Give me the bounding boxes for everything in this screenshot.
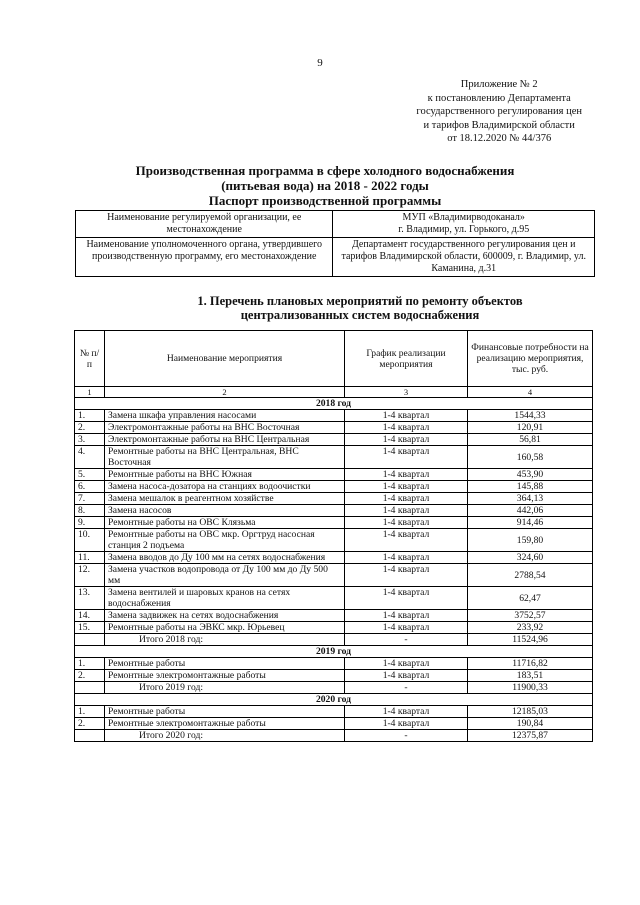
year-row (75, 694, 593, 706)
table-row (75, 706, 593, 718)
row-amount: 12185,03 (468, 706, 593, 718)
year-heading: 2019 год (75, 646, 593, 658)
row-schedule: 1-4 квартал (345, 493, 468, 505)
row-number: 1. (75, 658, 105, 670)
year-heading: 2018 год (75, 398, 593, 410)
row-name: Ремонтные работы на ОВС мкр. Оргтруд насосная станция 2 подъема (105, 529, 345, 552)
row-schedule: 1-4 квартал (345, 610, 468, 622)
row-schedule: 1-4 квартал (345, 658, 468, 670)
total-schedule: - (345, 730, 468, 742)
header-number: № п/п (75, 331, 105, 387)
row-name: Ремонтные работы (105, 658, 345, 670)
row-amount: 120,91 (468, 422, 593, 434)
table-row (75, 493, 593, 505)
row-amount: 2788,54 (468, 564, 593, 587)
row-schedule: 1-4 квартал (345, 718, 468, 730)
row-schedule: 1-4 квартал (345, 422, 468, 434)
passport-label: Наименование регулируемой организации, ее местонахождение (76, 211, 333, 238)
table-row (75, 422, 593, 434)
total-amount: 12375,87 (468, 730, 593, 742)
table-row (75, 718, 593, 730)
table-row (75, 529, 593, 552)
passport-label: Наименование уполномоченного органа, утвердившего производственную программу, его местонахождение (76, 238, 333, 277)
row-number: 2. (75, 670, 105, 682)
row-schedule: 1-4 квартал (345, 469, 468, 481)
appendix-line: Приложение № 2 (460, 79, 538, 90)
row-number: 15. (75, 622, 105, 634)
row-schedule: 1-4 квартал (345, 505, 468, 517)
document-title (75, 163, 575, 208)
total-schedule: - (345, 634, 468, 646)
table-row (75, 481, 593, 493)
total-schedule: - (345, 682, 468, 694)
row-name: Замена мешалок в реагентном хозяйстве (105, 493, 345, 505)
passport-value: Департамент государственного регулирования цен и тарифов Владимирской области, 600009, г. Владимир, ул. Каманина, д.31 (333, 238, 595, 277)
total-row (75, 634, 593, 646)
year-heading: 2020 год (75, 694, 593, 706)
row-amount: 145,88 (468, 481, 593, 493)
total-amount: 11524,96 (468, 634, 593, 646)
row-name: Ремонтные электромонтажные работы (105, 670, 345, 682)
row-amount: 453,90 (468, 469, 593, 481)
row-name: Ремонтные работы на ВНС Южная (105, 469, 345, 481)
page-number: 9 (317, 57, 323, 69)
row-schedule: 1-4 квартал (345, 552, 468, 564)
total-empty (75, 730, 105, 742)
row-number: 2. (75, 718, 105, 730)
table-row (75, 658, 593, 670)
title-line: Паспорт производственной программы (208, 193, 442, 208)
row-amount: 62,47 (468, 587, 593, 610)
row-number: 2. (75, 422, 105, 434)
row-schedule: 1-4 квартал (345, 706, 468, 718)
row-amount: 442,06 (468, 505, 593, 517)
row-number: 4. (75, 446, 105, 469)
row-name: Ремонтные электромонтажные работы (105, 718, 345, 730)
title-line: Производственная программа в сфере холодного водоснабжения (135, 163, 515, 178)
total-empty (75, 682, 105, 694)
section-title-line: 1. Перечень плановых мероприятий по ремонту объектов (197, 294, 523, 308)
row-schedule: 1-4 квартал (345, 529, 468, 552)
appendix-line: от 18.12.2020 № 44/376 (447, 133, 552, 144)
column-number: 1 (75, 387, 105, 398)
appendix-line: государственного регулирования цен (416, 106, 582, 117)
row-number: 7. (75, 493, 105, 505)
passport-value-line: г. Владимир, ул. Горького, д.95 (398, 224, 530, 235)
row-amount: 364,13 (468, 493, 593, 505)
row-schedule: 1-4 квартал (345, 446, 468, 469)
row-name: Электромонтажные работы на ВНС Центральная (105, 434, 345, 446)
row-number: 14. (75, 610, 105, 622)
row-schedule: 1-4 квартал (345, 434, 468, 446)
row-amount: 159,80 (468, 529, 593, 552)
row-schedule: 1-4 квартал (345, 622, 468, 634)
year-row (75, 646, 593, 658)
row-name: Ремонтные работы на ОВС Клязьма (105, 517, 345, 529)
row-number: 10. (75, 529, 105, 552)
row-amount: 160,58 (468, 446, 593, 469)
row-amount: 1544,33 (468, 410, 593, 422)
row-schedule: 1-4 квартал (345, 410, 468, 422)
section-title-line: централизованных систем водоснабжения (240, 308, 480, 322)
total-label: Итого 2020 год: (105, 730, 345, 742)
row-amount: 11716,82 (468, 658, 593, 670)
row-name: Ремонтные работы на ЭВКС мкр. Юрьевец (105, 622, 345, 634)
row-name: Замена участков водопровода от Ду 100 мм до Ду 500 мм (105, 564, 345, 587)
table-row (75, 446, 593, 469)
header-financing: Финансовые потребности на реализацию мероприятия, тыс. руб. (468, 331, 593, 387)
table-row (75, 517, 593, 529)
column-number: 3 (345, 387, 468, 398)
row-name: Замена насосов (105, 505, 345, 517)
row-name: Электромонтажные работы на ВНС Восточная (105, 422, 345, 434)
row-name: Замена насоса-дозатора на станциях водоочистки (105, 481, 345, 493)
row-number: 5. (75, 469, 105, 481)
row-name: Замена вводов до Ду 100 мм на сетях водоснабжения (105, 552, 345, 564)
appendix-block (416, 78, 582, 146)
table-row (75, 552, 593, 564)
passport-row (76, 238, 595, 277)
table-row (75, 469, 593, 481)
row-amount: 3752,57 (468, 610, 593, 622)
row-name: Ремонтные работы (105, 706, 345, 718)
row-name: Замена вентилей и шаровых кранов на сетях водоснабжения (105, 587, 345, 610)
activities-table (74, 330, 593, 742)
row-number: 12. (75, 564, 105, 587)
total-row (75, 682, 593, 694)
table-row (75, 587, 593, 610)
total-amount: 11900,33 (468, 682, 593, 694)
total-empty (75, 634, 105, 646)
row-amount: 914,46 (468, 517, 593, 529)
total-row (75, 730, 593, 742)
row-name: Замена шкафа управления насосами (105, 410, 345, 422)
row-amount: 324,60 (468, 552, 593, 564)
column-number: 2 (105, 387, 345, 398)
row-number: 9. (75, 517, 105, 529)
row-number: 8. (75, 505, 105, 517)
row-schedule: 1-4 квартал (345, 481, 468, 493)
total-label: Итого 2018 год: (105, 634, 345, 646)
year-row (75, 398, 593, 410)
row-amount: 190,84 (468, 718, 593, 730)
table-header-row (75, 331, 593, 387)
column-numbers-row (75, 387, 593, 398)
table-row (75, 622, 593, 634)
section-title (135, 294, 585, 322)
row-schedule: 1-4 квартал (345, 564, 468, 587)
row-number: 1. (75, 410, 105, 422)
table-row (75, 505, 593, 517)
table-row (75, 670, 593, 682)
row-number: 11. (75, 552, 105, 564)
title-line: (питьевая вода) на 2018 - 2022 годы (221, 178, 429, 193)
table-row (75, 564, 593, 587)
row-number: 3. (75, 434, 105, 446)
row-number: 6. (75, 481, 105, 493)
passport-value (333, 211, 595, 238)
passport-table (75, 210, 595, 277)
table-body (75, 398, 593, 742)
table-row (75, 410, 593, 422)
row-amount: 183,51 (468, 670, 593, 682)
column-number: 4 (468, 387, 593, 398)
table-row (75, 610, 593, 622)
row-schedule: 1-4 квартал (345, 517, 468, 529)
header-name: Наименование мероприятия (105, 331, 345, 387)
row-number: 1. (75, 706, 105, 718)
row-schedule: 1-4 квартал (345, 587, 468, 610)
passport-value-line: МУП «Владимирводоканал» (402, 212, 525, 223)
row-amount: 56,81 (468, 434, 593, 446)
row-amount: 233,92 (468, 622, 593, 634)
row-schedule: 1-4 квартал (345, 670, 468, 682)
header-schedule: График реализации мероприятия (345, 331, 468, 387)
passport-row (76, 211, 595, 238)
appendix-line: и тарифов Владимирской области (423, 119, 575, 131)
table-row (75, 434, 593, 446)
appendix-line: к постановлению Департамента (427, 92, 571, 104)
total-label: Итого 2019 год: (105, 682, 345, 694)
row-name: Ремонтные работы на ВНС Центральная, ВНС Восточная (105, 446, 345, 469)
row-number: 13. (75, 587, 105, 610)
row-name: Замена задвижек на сетях водоснабжения (105, 610, 345, 622)
